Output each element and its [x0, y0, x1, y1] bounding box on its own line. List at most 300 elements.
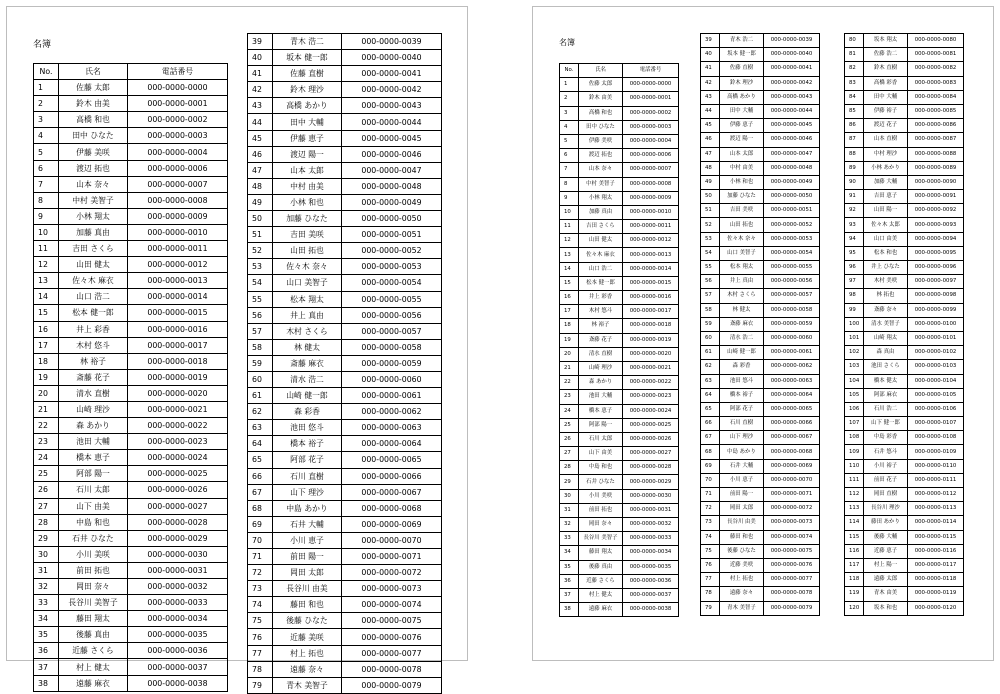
table-header-row	[560, 64, 679, 78]
cell-name: 佐々木 奈々	[720, 232, 764, 246]
cell-no: 101	[845, 331, 864, 345]
cell-name: 田中 ひなた	[579, 120, 623, 134]
table-row	[248, 484, 442, 500]
cell-name: 橋本 裕子	[720, 388, 764, 402]
cell-no: 68	[248, 500, 273, 516]
cell-name: 藤田 和也	[720, 530, 764, 544]
cell-name: 高橋 彩香	[864, 76, 908, 90]
cell-no: 61	[248, 388, 273, 404]
cell-no: 77	[248, 645, 273, 661]
table-row	[560, 546, 679, 560]
cell-phone: 000-0000-0007	[128, 176, 228, 192]
cell-no: 6	[34, 160, 59, 176]
cell-no: 87	[845, 133, 864, 147]
table-row	[701, 133, 820, 147]
table-row	[34, 643, 228, 659]
cell-no: 44	[248, 114, 273, 130]
cell-phone: 000-0000-0002	[623, 106, 679, 120]
cell-no: 77	[701, 573, 720, 587]
cell-no: 50	[701, 190, 720, 204]
table-row	[34, 353, 228, 369]
table-row	[560, 234, 679, 248]
cell-name: 石川 太郎	[59, 482, 128, 498]
cell-phone: 000-0000-0011	[623, 220, 679, 234]
table-row	[34, 241, 228, 257]
header-no: No.	[34, 64, 59, 80]
cell-no: 61	[701, 346, 720, 360]
table-row	[560, 92, 679, 106]
cell-no: 5	[560, 134, 579, 148]
cell-name: 松本 健一郎	[59, 305, 128, 321]
cell-no: 114	[845, 516, 864, 530]
cell-phone: 000-0000-0094	[908, 232, 964, 246]
cell-phone: 000-0000-0098	[908, 289, 964, 303]
cell-phone: 000-0000-0003	[623, 120, 679, 134]
cell-name: 近藤 さくら	[59, 643, 128, 659]
cell-no: 96	[845, 261, 864, 275]
cell-no: 9	[560, 191, 579, 205]
cell-name: 井上 真由	[273, 307, 342, 323]
table-row	[701, 218, 820, 232]
table-row	[845, 388, 964, 402]
cell-phone: 000-0000-0076	[764, 558, 820, 572]
table-row	[560, 503, 679, 517]
cell-name: 佐藤 直樹	[720, 62, 764, 76]
table-row	[248, 516, 442, 532]
cell-name: 小川 美咲	[579, 489, 623, 503]
cell-name: 山下 理沙	[720, 431, 764, 445]
table-row	[845, 346, 964, 360]
cell-name: 森 彩香	[720, 360, 764, 374]
cell-phone: 000-0000-0088	[908, 147, 964, 161]
table-row	[560, 262, 679, 276]
table-row	[560, 489, 679, 503]
cell-phone: 000-0000-0051	[342, 227, 442, 243]
cell-phone: 000-0000-0070	[342, 532, 442, 548]
cell-no: 110	[845, 459, 864, 473]
table-row	[701, 388, 820, 402]
table-row	[701, 374, 820, 388]
table-row	[845, 445, 964, 459]
cell-no: 38	[34, 675, 59, 691]
cell-no: 32	[560, 518, 579, 532]
cell-name: 佐藤 直樹	[273, 66, 342, 82]
cell-name: 井上 彩香	[579, 291, 623, 305]
cell-phone: 000-0000-0053	[764, 232, 820, 246]
table-row	[34, 337, 228, 353]
table-row	[34, 96, 228, 112]
cell-phone: 000-0000-0083	[908, 76, 964, 90]
cell-no: 116	[845, 544, 864, 558]
cell-no: 118	[845, 573, 864, 587]
cell-name: 加藤 ひなた	[273, 211, 342, 227]
cell-phone: 000-0000-0079	[764, 601, 820, 615]
table-row	[560, 588, 679, 602]
cell-name: 山口 美智子	[273, 275, 342, 291]
cell-phone: 000-0000-0001	[623, 92, 679, 106]
cell-no: 53	[248, 259, 273, 275]
cell-phone: 000-0000-0024	[128, 450, 228, 466]
cell-name: 石川 浩二	[864, 402, 908, 416]
cell-phone: 000-0000-0023	[623, 390, 679, 404]
cell-name: 遠藤 麻衣	[59, 675, 128, 691]
table-row	[560, 291, 679, 305]
header-name: 氏名	[59, 64, 128, 80]
cell-phone: 000-0000-0076	[342, 629, 442, 645]
cell-phone: 000-0000-0006	[128, 160, 228, 176]
cell-phone: 000-0000-0025	[128, 466, 228, 482]
cell-no: 83	[845, 76, 864, 90]
cell-no: 18	[560, 319, 579, 333]
cell-phone: 000-0000-0105	[908, 388, 964, 402]
roster-table	[844, 33, 964, 616]
cell-no: 2	[560, 92, 579, 106]
cell-phone: 000-0000-0052	[342, 243, 442, 259]
table-row	[701, 402, 820, 416]
cell-no: 49	[701, 175, 720, 189]
cell-no: 36	[34, 643, 59, 659]
cell-no: 54	[248, 275, 273, 291]
cell-phone: 000-0000-0065	[342, 452, 442, 468]
cell-name: 田中 大輔	[864, 90, 908, 104]
cell-name: 中村 由美	[720, 161, 764, 175]
table-row	[701, 417, 820, 431]
cell-no: 21	[34, 401, 59, 417]
cell-no: 15	[34, 305, 59, 321]
cell-name: 渡辺 拓也	[59, 160, 128, 176]
table-row	[701, 90, 820, 104]
cell-phone: 000-0000-0070	[764, 473, 820, 487]
table-row	[248, 629, 442, 645]
cell-phone: 000-0000-0038	[623, 603, 679, 617]
cell-name: 坂本 健一郎	[273, 50, 342, 66]
cell-no: 102	[845, 346, 864, 360]
table-row	[560, 532, 679, 546]
cell-name: 前田 陽一	[273, 549, 342, 565]
cell-name: 坂本 健一郎	[720, 48, 764, 62]
cell-name: 中島 彩香	[864, 431, 908, 445]
cell-phone: 000-0000-0023	[128, 434, 228, 450]
cell-phone: 000-0000-0117	[908, 558, 964, 572]
cell-name: 石川 直樹	[720, 417, 764, 431]
table-row	[248, 275, 442, 291]
cell-phone: 000-0000-0055	[764, 261, 820, 275]
cell-no: 43	[701, 90, 720, 104]
cell-name: 山田 拓也	[720, 218, 764, 232]
cell-name: 森 真由	[864, 346, 908, 360]
cell-phone: 000-0000-0120	[908, 601, 964, 615]
cell-name: 山崎 健一郎	[273, 388, 342, 404]
cell-phone: 000-0000-0036	[623, 574, 679, 588]
cell-name: 阿部 花子	[273, 452, 342, 468]
table-row	[248, 50, 442, 66]
table-row	[34, 434, 228, 450]
cell-phone: 000-0000-0024	[623, 404, 679, 418]
cell-no: 17	[34, 337, 59, 353]
cell-name: 木村 悠斗	[579, 305, 623, 319]
cell-name: 池田 悠斗	[273, 420, 342, 436]
cell-no: 52	[701, 218, 720, 232]
cell-phone: 000-0000-0033	[128, 595, 228, 611]
cell-phone: 000-0000-0075	[342, 613, 442, 629]
table-row	[701, 360, 820, 374]
cell-no: 31	[560, 503, 579, 517]
cell-no: 76	[248, 629, 273, 645]
cell-no: 63	[248, 420, 273, 436]
cell-phone: 000-0000-0043	[764, 90, 820, 104]
cell-no: 26	[560, 432, 579, 446]
cell-name: 加藤 真由	[59, 224, 128, 240]
page-1	[6, 6, 468, 690]
cell-name: 前田 陽一	[720, 488, 764, 502]
table-row	[34, 401, 228, 417]
cell-phone: 000-0000-0078	[342, 661, 442, 677]
cell-no: 24	[560, 404, 579, 418]
cell-phone: 000-0000-0057	[342, 323, 442, 339]
table-row	[560, 333, 679, 347]
cell-no: 3	[34, 112, 59, 128]
cell-no: 112	[845, 488, 864, 502]
cell-name: 清水 直樹	[59, 385, 128, 401]
cell-phone: 000-0000-0062	[764, 360, 820, 374]
cell-no: 65	[248, 452, 273, 468]
cell-name: 村上 健太	[579, 588, 623, 602]
cell-phone: 000-0000-0063	[764, 374, 820, 388]
cell-name: 井上 真由	[720, 275, 764, 289]
cell-name: 斎藤 花子	[59, 369, 128, 385]
cell-no: 58	[248, 339, 273, 355]
cell-phone: 000-0000-0027	[623, 447, 679, 461]
cell-name: 遠藤 奈々	[720, 587, 764, 601]
cell-phone: 000-0000-0001	[128, 96, 228, 112]
cell-name: 伊藤 美咲	[579, 134, 623, 148]
cell-phone: 000-0000-0055	[342, 291, 442, 307]
cell-no: 40	[701, 48, 720, 62]
cell-name: 後藤 大輔	[864, 530, 908, 544]
table-row	[701, 161, 820, 175]
cell-name: 山田 拓也	[273, 243, 342, 259]
cell-phone: 000-0000-0100	[908, 317, 964, 331]
roster-table	[559, 63, 679, 617]
table-row	[560, 404, 679, 418]
table-row	[560, 163, 679, 177]
cell-name: 林 健太	[720, 303, 764, 317]
cell-phone: 000-0000-0095	[908, 246, 964, 260]
cell-phone: 000-0000-0068	[342, 500, 442, 516]
cell-no: 62	[701, 360, 720, 374]
cell-phone: 000-0000-0061	[342, 388, 442, 404]
table-row	[248, 146, 442, 162]
cell-phone: 000-0000-0068	[764, 445, 820, 459]
cell-no: 37	[34, 659, 59, 675]
table-row	[248, 452, 442, 468]
table-row	[845, 573, 964, 587]
cell-no: 80	[845, 34, 864, 48]
cell-name: 清水 浩二	[273, 371, 342, 387]
cell-no: 69	[701, 459, 720, 473]
table-row	[34, 595, 228, 611]
cell-phone: 000-0000-0058	[342, 339, 442, 355]
table-row	[248, 130, 442, 146]
cell-no: 44	[701, 104, 720, 118]
table-row	[845, 147, 964, 161]
cell-phone: 000-0000-0040	[342, 50, 442, 66]
table-row	[701, 502, 820, 516]
cell-name: 斎藤 麻衣	[273, 355, 342, 371]
table-row	[701, 544, 820, 558]
cell-name: 木村 さくら	[273, 323, 342, 339]
cell-phone: 000-0000-0038	[128, 675, 228, 691]
table-row	[701, 104, 820, 118]
table-row	[701, 530, 820, 544]
cell-no: 25	[560, 418, 579, 432]
header-phone: 電話番号	[128, 64, 228, 80]
cell-phone: 000-0000-0089	[908, 161, 964, 175]
cell-phone: 000-0000-0039	[342, 34, 442, 50]
cell-name: 小川 美咲	[59, 546, 128, 562]
table-row	[248, 468, 442, 484]
cell-phone: 000-0000-0020	[128, 385, 228, 401]
table-row	[34, 176, 228, 192]
cell-no: 38	[560, 603, 579, 617]
table-row	[701, 558, 820, 572]
cell-phone: 000-0000-0017	[128, 337, 228, 353]
cell-name: 長谷川 由美	[273, 581, 342, 597]
table-row	[701, 516, 820, 530]
cell-no: 70	[701, 473, 720, 487]
table-row	[248, 613, 442, 629]
cell-phone: 000-0000-0077	[764, 573, 820, 587]
table-row	[845, 587, 964, 601]
cell-no: 41	[248, 66, 273, 82]
table-row	[560, 319, 679, 333]
cell-name: 長谷川 美智子	[59, 595, 128, 611]
cell-no: 100	[845, 317, 864, 331]
cell-name: 長谷川 由美	[720, 516, 764, 530]
table-row	[845, 558, 964, 572]
page-2	[532, 6, 994, 661]
table-row	[34, 482, 228, 498]
cell-name: 森 あかり	[59, 418, 128, 434]
cell-name: 後藤 真由	[59, 627, 128, 643]
cell-phone: 000-0000-0016	[623, 291, 679, 305]
cell-name: 渡辺 陽一	[720, 133, 764, 147]
cell-name: 斎藤 花子	[579, 333, 623, 347]
cell-name: 前田 花子	[864, 473, 908, 487]
cell-no: 63	[701, 374, 720, 388]
cell-no: 17	[560, 305, 579, 319]
cell-name: 村上 健太	[59, 659, 128, 675]
cell-name: 長谷川 理沙	[864, 502, 908, 516]
cell-name: 橋本 恵子	[579, 404, 623, 418]
cell-no: 73	[701, 516, 720, 530]
cell-phone: 000-0000-0047	[764, 147, 820, 161]
cell-no: 56	[248, 307, 273, 323]
cell-phone: 000-0000-0010	[623, 205, 679, 219]
cell-name: 吉田 美咲	[273, 227, 342, 243]
table-row	[560, 447, 679, 461]
cell-name: 田中 ひなた	[59, 128, 128, 144]
table-row	[701, 275, 820, 289]
cell-phone: 000-0000-0008	[128, 192, 228, 208]
table-row	[701, 601, 820, 615]
cell-name: 渡辺 花子	[864, 119, 908, 133]
table-row	[560, 220, 679, 234]
table-row	[248, 661, 442, 677]
cell-phone: 000-0000-0072	[764, 502, 820, 516]
cell-name: 山下 理沙	[273, 484, 342, 500]
table-row	[248, 178, 442, 194]
cell-name: 山下 健一郎	[864, 417, 908, 431]
table-row	[845, 459, 964, 473]
cell-phone: 000-0000-0032	[623, 518, 679, 532]
cell-phone: 000-0000-0015	[623, 276, 679, 290]
cell-no: 9	[34, 208, 59, 224]
cell-no: 60	[701, 331, 720, 345]
table-row	[248, 162, 442, 178]
table-row	[845, 190, 964, 204]
cell-name: 林 健太	[273, 339, 342, 355]
cell-phone: 000-0000-0016	[128, 321, 228, 337]
table-row	[560, 347, 679, 361]
cell-name: 山田 陽一	[864, 204, 908, 218]
cell-no: 119	[845, 587, 864, 601]
cell-name: 山崎 健一郎	[720, 346, 764, 360]
cell-phone: 000-0000-0069	[342, 516, 442, 532]
cell-phone: 000-0000-0067	[764, 431, 820, 445]
table-row	[845, 204, 964, 218]
cell-name: 鈴木 由美	[579, 92, 623, 106]
cell-name: 橋本 健太	[864, 374, 908, 388]
cell-no: 79	[701, 601, 720, 615]
cell-no: 4	[560, 120, 579, 134]
cell-name: 中島 和也	[59, 514, 128, 530]
cell-phone: 000-0000-0061	[764, 346, 820, 360]
cell-phone: 000-0000-0026	[623, 432, 679, 446]
header-name: 氏名	[579, 64, 623, 78]
cell-phone: 000-0000-0031	[623, 503, 679, 517]
table-row	[701, 445, 820, 459]
cell-name: 林 裕子	[59, 353, 128, 369]
cell-name: 高橋 あかり	[720, 90, 764, 104]
cell-no: 27	[560, 447, 579, 461]
cell-no: 109	[845, 445, 864, 459]
table-row	[560, 418, 679, 432]
cell-name: 加藤 真由	[579, 205, 623, 219]
cell-phone: 000-0000-0039	[764, 34, 820, 48]
cell-phone: 000-0000-0032	[128, 579, 228, 595]
cell-no: 48	[248, 178, 273, 194]
table-row	[701, 488, 820, 502]
cell-no: 4	[34, 128, 59, 144]
cell-no: 13	[34, 273, 59, 289]
cell-name: 木村 さくら	[720, 289, 764, 303]
cell-no: 42	[248, 82, 273, 98]
cell-no: 1	[34, 80, 59, 96]
table-row	[701, 147, 820, 161]
cell-no: 36	[560, 574, 579, 588]
cell-name: 山口 美智子	[720, 246, 764, 260]
cell-phone: 000-0000-0078	[764, 587, 820, 601]
cell-name: 山下 由美	[579, 447, 623, 461]
cell-phone: 000-0000-0035	[623, 560, 679, 574]
cell-phone: 000-0000-0014	[623, 262, 679, 276]
cell-name: 池田 さくら	[864, 360, 908, 374]
cell-name: 松本 健一郎	[579, 276, 623, 290]
table-row	[845, 232, 964, 246]
cell-name: 岡田 太郎	[273, 565, 342, 581]
table-row	[34, 80, 228, 96]
